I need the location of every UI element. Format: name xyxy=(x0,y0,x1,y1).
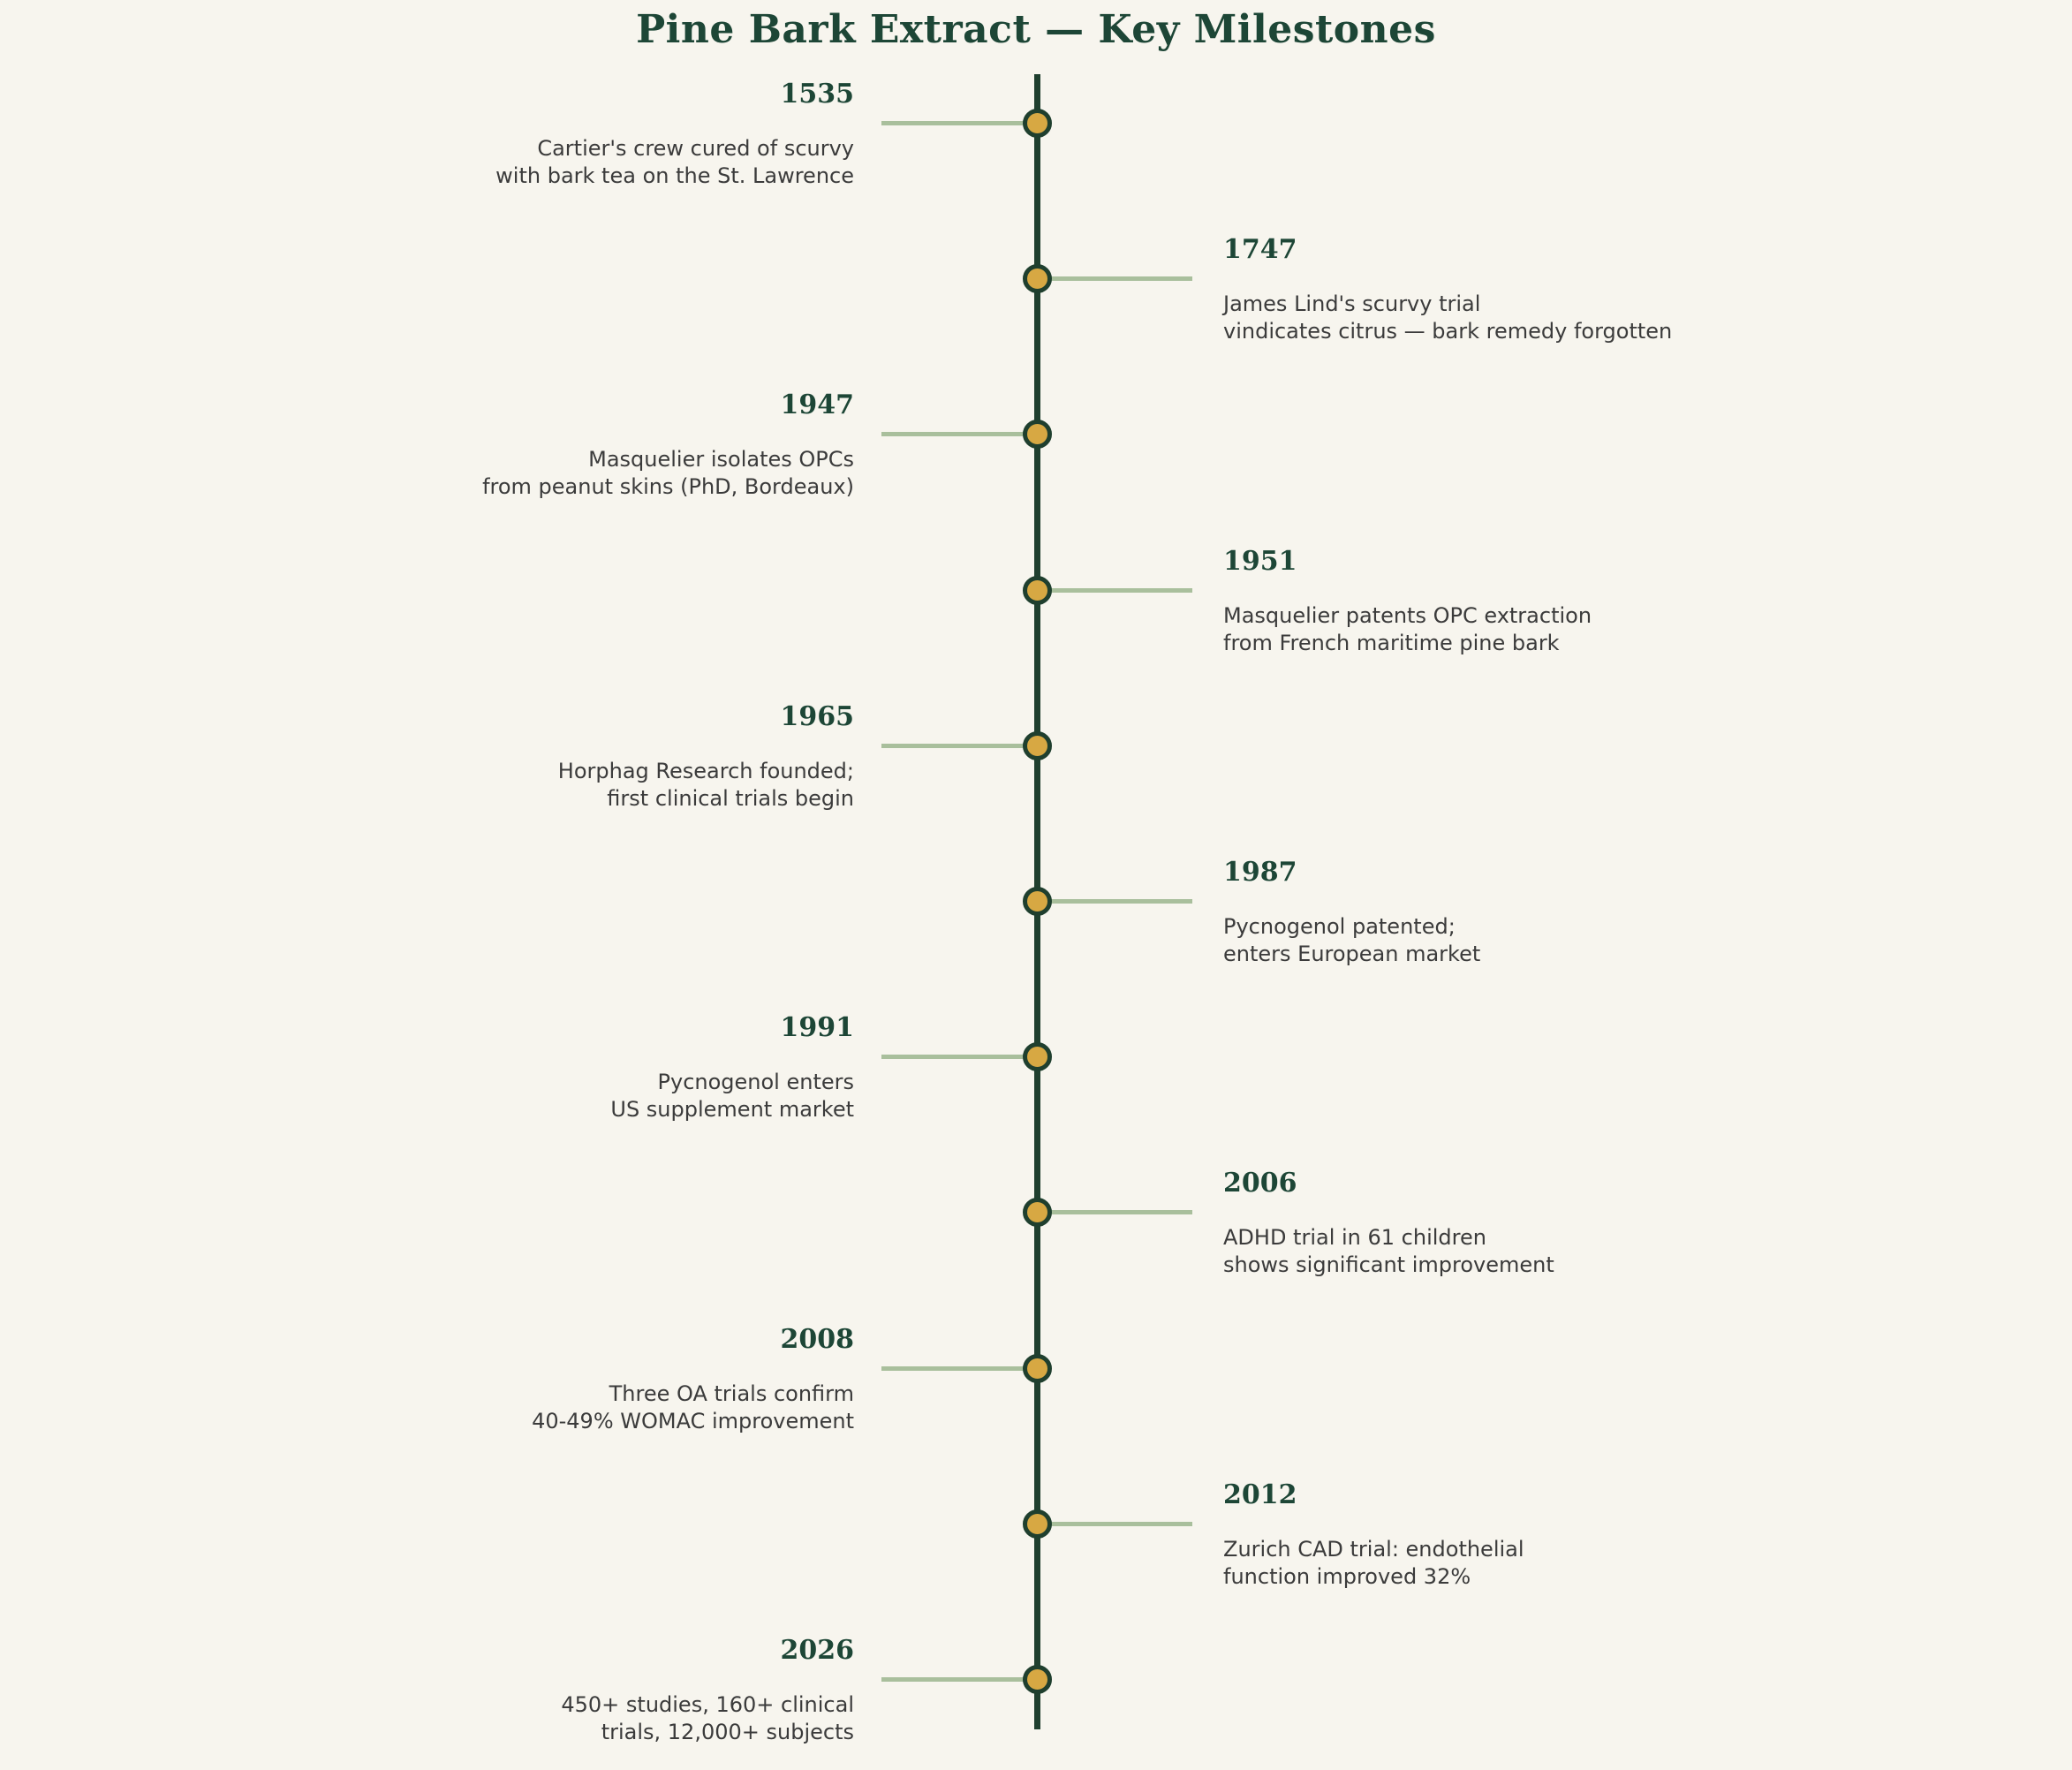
milestone-line: Pycnogenol patented; xyxy=(1223,914,1456,939)
page-title: Pine Bark Extract — Key Milestones xyxy=(636,7,1436,52)
milestone-year: 1991 xyxy=(780,1012,854,1043)
connector-line xyxy=(1035,1522,1192,1526)
milestone-line: vindicates citrus — bark remedy forgotten xyxy=(1223,319,1673,344)
milestone-line: from peanut skins (PhD, Bordeaux) xyxy=(482,474,854,499)
milestone-line: from French maritime pine bark xyxy=(1223,631,1560,655)
connector-line xyxy=(881,1055,1037,1059)
milestone-line: Masquelier patents OPC extraction xyxy=(1223,603,1592,628)
milestone-year: 1951 xyxy=(1223,546,1297,577)
milestone-description xyxy=(610,1069,854,1123)
milestone-year: 2012 xyxy=(1223,1479,1297,1510)
milestone-year: 1987 xyxy=(1223,857,1297,888)
milestone-year: 1947 xyxy=(780,390,854,420)
connector-line xyxy=(881,1677,1037,1682)
milestone-line: function improved 32% xyxy=(1223,1564,1471,1589)
milestone-description xyxy=(561,1691,854,1746)
milestone-line: 450+ studies, 160+ clinical xyxy=(561,1692,854,1717)
milestone-description xyxy=(495,135,854,190)
timeline-node xyxy=(1023,420,1052,449)
milestone-description xyxy=(1223,1224,1554,1279)
timeline-node xyxy=(1023,1354,1052,1383)
connector-line xyxy=(1035,899,1192,904)
milestone-line: ADHD trial in 61 children xyxy=(1223,1225,1486,1250)
milestone-line: 40-49% WOMAC improvement xyxy=(532,1409,854,1433)
milestone-description xyxy=(1223,913,1480,968)
milestone-description xyxy=(1223,291,1672,345)
milestone-description xyxy=(532,1380,854,1435)
milestone-year: 2026 xyxy=(780,1635,854,1666)
milestone-description xyxy=(1223,1536,1524,1591)
connector-line xyxy=(1035,276,1192,281)
connector-line xyxy=(881,744,1037,748)
timeline-node xyxy=(1023,1198,1052,1227)
timeline-node xyxy=(1023,1042,1052,1071)
connector-line xyxy=(1035,1210,1192,1214)
timeline-node xyxy=(1023,731,1052,760)
milestone-line: Pycnogenol enters xyxy=(657,1070,854,1094)
milestone-year: 2006 xyxy=(1223,1168,1297,1199)
connector-line xyxy=(881,121,1037,125)
milestone-line: enters European market xyxy=(1223,942,1481,966)
milestone-line: with bark tea on the St. Lawrence xyxy=(495,163,854,188)
timeline-node xyxy=(1023,887,1052,916)
milestone-year: 1747 xyxy=(1223,234,1297,265)
connector-line xyxy=(881,432,1037,436)
milestone-line: trials, 12,000+ subjects xyxy=(601,1720,854,1744)
connector-line xyxy=(881,1366,1037,1371)
timeline-node xyxy=(1023,576,1052,605)
milestone-line: shows significant improvement xyxy=(1223,1252,1554,1277)
milestone-description xyxy=(482,446,854,501)
milestone-line: Zurich CAD trial: endothelial xyxy=(1223,1537,1524,1562)
timeline-node xyxy=(1023,109,1052,138)
milestone-description xyxy=(558,758,854,813)
timeline-node xyxy=(1023,1509,1052,1539)
milestone-year: 2008 xyxy=(780,1324,854,1355)
milestone-line: first clinical trials begin xyxy=(607,786,854,811)
milestone-line: Horphag Research founded; xyxy=(557,759,854,783)
connector-line xyxy=(1035,588,1192,593)
timeline-node xyxy=(1023,264,1052,293)
milestone-description xyxy=(1223,602,1592,657)
milestone-line: Masquelier isolates OPCs xyxy=(588,447,854,472)
milestone-line: Three OA trials confirm xyxy=(609,1381,854,1406)
milestone-line: US supplement market xyxy=(610,1097,854,1122)
milestone-line: Cartier's crew cured of scurvy xyxy=(537,136,854,161)
timeline-node xyxy=(1023,1665,1052,1694)
milestone-year: 1965 xyxy=(780,701,854,732)
milestone-year: 1535 xyxy=(780,79,854,110)
milestone-line: James Lind's scurvy trial xyxy=(1223,291,1481,316)
